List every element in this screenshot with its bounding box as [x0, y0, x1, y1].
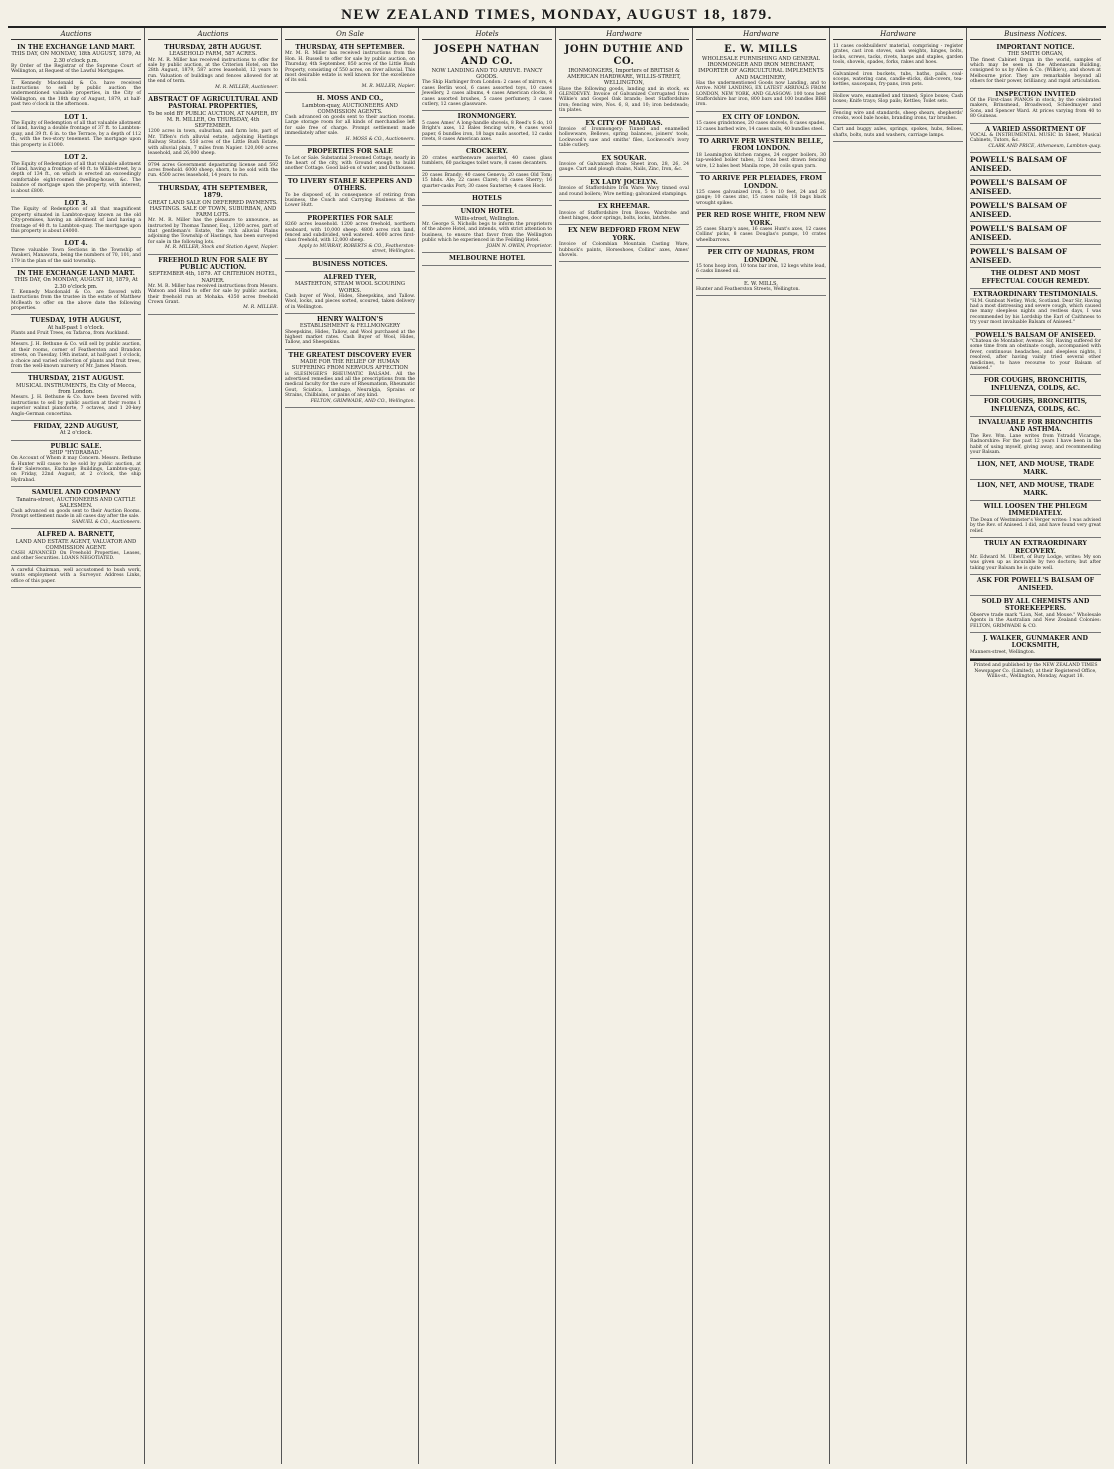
advertisement [559, 201, 689, 225]
advertisement-big: JOSEPH NATHAN AND CO. [434, 44, 540, 67]
advertisement-sign: H. MOSS & CO., Auctioneers. [345, 136, 415, 142]
imprint: Printed and published by the NEW ZEALAND TIMES Newspaper Co. (Limited), at their Registered Office, Willis-st., Wellington, Monday, August 18. [970, 659, 1101, 679]
advertisement-title: IRONMONGERY. [457, 113, 517, 121]
notice-title: SOLD BY ALL CHEMISTS AND STOREKEEPERS. [981, 597, 1090, 613]
column-heading: Auctions [148, 30, 278, 40]
advertisement [11, 315, 141, 340]
advertisement-sub: LAND AND ESTATE AGENT, VALUATOR AND COMMISSION AGENT. [15, 538, 137, 551]
advertisement [11, 566, 141, 588]
advertisement-title: LOT 3. [64, 199, 88, 207]
notice-body: Manners-street, Wellington. [970, 649, 1036, 655]
advertisement-body: Invoice of Colombian Mountain Casting Ware, hubbuck's paints, Horseshoes, Collins' axes, Ames' shovels. [559, 242, 689, 258]
advertisement-title: EX RHEEMAR. [598, 203, 650, 211]
advertisement [559, 153, 689, 177]
column-6 [693, 28, 830, 1464]
advertisement-title: BUSINESS NOTICES. [312, 260, 388, 268]
advertisement-sign: Apply to MURRAY, ROBERTS & CO., Featherston-street, Wellington. [298, 243, 415, 255]
advertisement-sub: MUSICAL INSTRUMENTS, Ex City of Mecca, from London. [15, 382, 137, 396]
advertisement-big: JOHN DUTHIE AND CO. [564, 44, 684, 67]
advertisement-body: Has the undermentioned Goods now Landing, and to Arrive. NOW LANDING, EX LATEST ARRIVALS FROM LONDON, NEW YORK, AND GLASGOW: 100 tons best Staffordshire bar iron, 800 bars and 100 bundles BBH iron. [696, 80, 826, 108]
advertisement-title: THURSDAY, 21ST AUGUST. [27, 375, 125, 383]
advertisement [285, 93, 415, 146]
advertisement-body: The Equity of Redemption of all that magnificent property situated in Lambton-quay known as the old City-premises, having an allotment of land having a frontage of 40 ft. to Lambton-quay. The mortgage upon this property is about £4000. [11, 207, 141, 234]
advertisement [285, 314, 415, 350]
advertisement-title: PROPERTIES FOR SALE [307, 148, 393, 156]
advertisement [285, 272, 415, 314]
advertisement-sub: GREAT LAND SALE ON DEFERRED PAYMENTS. HASTINGS. SALE OF TOWN, SUBURBAN, AND FARM LOTS. [148, 199, 278, 218]
advertisement [285, 146, 415, 176]
advertisement-body: The Ship Harbinger from London: 2 cases of mirrors, 4 cases Berlin wool, 6 cases assorted toys, 10 cases Jewellery, 2 cases albums, 4 cases American clocks, 8 cases assorted brushes, 5 cases perfumery, 3 cases cutlery, 12 cases glassware. [422, 80, 552, 108]
advertisement-body: 25 cases Sharp's axes, 16 cases Hunt's axes, 12 cases Collins' picks, 8 cases Douglas's pumps, 10 crates wheelbarrows. [696, 226, 826, 243]
advertisement [970, 42, 1101, 89]
notice-title: FOR COUGHS, BRONCHITIS, INFLUENZA, COLDS, &C. [983, 398, 1088, 413]
notice-title: LION, NET, AND MOUSE, TRADE MARK. [977, 482, 1094, 497]
advertisement-title: EX LADY JOCELYN. [590, 178, 658, 186]
advertisement [422, 253, 552, 266]
advertisement-body: 11 cases cookbuilders' material, comprising - register grates, cast iron stoves, sash weights, hinges, bolts, locks, screws, tacks, rivets, hasps and staples, garden tools, shovels, spades, forks, rakes and hoes. [833, 44, 963, 66]
advertisement-title: THE GREATEST DISCOVERY EVER [288, 351, 412, 359]
advertisement-sign: M. R. MILLER. [243, 305, 278, 311]
advertisement [11, 340, 141, 373]
advertisement-body: On Account of Whom it may Concern. Messrs. Bethune & Hunter will cause to be sold by public auction, at their Salerooms, Exchange Buildings, Lambton-quay, on Friday, 22nd August, at 2 o'clock, the ship Hydrabad. [11, 456, 141, 483]
notice-body: The Rev. Wm. Lane writes from Ystradd Vicarage, Radnorshire: For the past 12 years I have been in the habit of using myself, giving away, and recommending your Balsam. [970, 433, 1101, 456]
notice-body: Mr. Edward M. Ulbert, of Bury Lodge, writes: My son was given up as incurable by two doctors; but after taking your Balsam he is quite well. [970, 554, 1101, 571]
column-heading: On Sale [285, 30, 415, 40]
advertisement [559, 118, 689, 153]
advertisement-body: Hunter and Featherston Streets, Wellington. [696, 286, 800, 292]
advertisement-title: FRIDAY, 22ND AUGUST, [33, 422, 119, 430]
notice [970, 501, 1101, 538]
columns [8, 28, 1106, 1464]
advertisement [148, 161, 278, 183]
advertisement-title: UNION HOTEL [460, 208, 514, 216]
advertisement-title: TO ARRIVE PER WESTERN BELLE, FROM LONDON. [698, 138, 824, 153]
advertisement-title: H. MOSS AND CO., [316, 95, 384, 103]
advertisement-sub: At 2 o'clock. [59, 430, 93, 437]
advertisement [559, 42, 689, 118]
advertisement-title: TO ARRIVE PER PLEIADES, FROM LONDON. [699, 175, 823, 190]
advertisement-body: 20 crates earthenware assorted, 40 cases glass tumblers, 60 packages toilet ware, 8 cases decanters. [422, 155, 552, 167]
advertisement-body: 9794 acres Government depasturing license and 592 acres freehold. 6000 sheep, shorn, to be sold with the run. 4500 acres leasehold, 14 years to run. [148, 162, 278, 179]
advertisement-body: 1200 acres in town, suburban, and farm lots, part of Mr. Tiffen's rich alluvial estate, adjoining Hastings Railway Station. 550 acres of the Little Bush Estate, with alluvial plain, 7 miles from Napier. 120,000 acres leasehold, and 26,000 sheep. [148, 129, 278, 157]
notice-title: ASK FOR POWELL'S BALSAM OF ANISEED. [976, 577, 1095, 592]
notice-body: Observe trade mark "Lion, Net, and Mouse." Wholesale Agents in the Australian and New Zealand Colonies: FELTON, GRIMWADE & CO. [970, 612, 1101, 629]
notice-title: FOR COUGHS, BRONCHITIS, INFLUENZA, COLDS, &C. [983, 377, 1088, 392]
advertisement-sign: CLARK AND PRICE, Athenaeum, Lambton-quay. [988, 143, 1101, 149]
advertisement-body: By Order of the Registrar of the Supreme Court of Wellington, at Request of the Lawful Mortgagee. [11, 63, 141, 75]
column-4 [419, 28, 556, 1464]
balsam-notice: POWELL'S BALSAM OF ANISEED. [970, 153, 1101, 176]
advertisement [11, 529, 141, 566]
advertisement-title: EX CITY OF LONDON. [722, 113, 800, 121]
advertisement-body: Have the following goods, landing and in stock, ex GLENDEVEY. Invoice of Galvanized Corrugated Iron: Wilkie's and Gospel Oak brands; best Staffordshire iron; fencing wire, Nos. 6, 8, and 10; iron bedsteads; tin plates. [559, 86, 689, 114]
advertisement-body: Of the First-class PIANOS in stock, by the celebrated makers, Brinsmead, Broadwood, Schiedmayer and Sons, and Spencer Ward. At prices varying from 40 to 80 Guineas. [970, 98, 1101, 120]
column-3 [282, 28, 419, 1464]
advertisement-body: Messrs. J. H. Bethune & Co. have been favored with instructions to sell by public auction at their rooms 1 superior walnut pianoforte, 7 octaves, and 1 20-key Anglo-German concertina. [11, 395, 141, 417]
advertisement-sub: MASTERTON, STEAM WOOL SCOURING WORKS. [294, 281, 406, 294]
advertisement [970, 89, 1101, 124]
advertisement [422, 193, 552, 206]
advertisement-body: The Equity of Redemption of all that valuable allotment of land, having a double frontage of 37 ft. to Lambton-quay, and 39 ft. 6 in. to the Terrace, by a depth of 112 ft., with the two-story tenement. The mortgage upon this property is £1000. [11, 121, 141, 148]
advertisement [148, 183, 278, 255]
advertisement [11, 441, 141, 488]
notice-title: INVALUABLE FOR BRONCHITIS AND ASTHMA. [978, 419, 1093, 434]
advertisement-sub: At half-past 1 o'clock. [47, 324, 105, 331]
advertisement-sub: WHOLESALE FURNISHING AND GENERAL IRONMONGER AND IRON MERCHANT, IMPORTER OF AGRICULTURAL IMPLEMENTS AND MACHINERY, [698, 56, 824, 81]
notice-body: "Chateau de Montabor, Avenue. Sir, Having suffered for some time from an obstinate cough, accompanied with fever, continuous headaches, and sleepless nights, I resolved, after having vainly tried several other medicines, to have recourse to your Balsam of Aniseed." [970, 338, 1101, 371]
advertisement-body: 15 tons hoop iron, 10 tons bar iron, 12 kegs white lead, 6 casks linseed oil. [696, 263, 826, 275]
advertisement-title: IN THE EXCHANGE LAND MART. [17, 44, 135, 51]
advertisement [11, 112, 141, 152]
advertisement [696, 112, 826, 136]
advertisement-body: Mr. M. R. Miller has received instructions from Messrs. Watson and Hind to offer for sale by public auction, their freehold run at Mohaka. 4350 acres freehold Crown Grant. [148, 283, 278, 306]
notice-title: TRULY AN EXTRAORDINARY RECOVERY. [984, 540, 1087, 555]
notice [970, 417, 1101, 459]
advertisement [422, 206, 552, 253]
advertisement-title: THURSDAY, 4TH SEPTEMBER, 1879. [158, 184, 268, 200]
advertisement-body: CASH ADVANCED On Freehold Properties, Leases, and other Securities. LOANS NEGOTIATED. [11, 551, 141, 562]
advertisement-body: Invoice of Ironmongery: Tinned and enamelled hollowware, Bellows, spring balances, joiners' tools, Lockwood's saw and smiths' files, Lockwood's ivory table cutlery. [559, 127, 689, 149]
advertisement [833, 42, 963, 70]
advertisement-title: IMPORTANT NOTICE. [996, 44, 1075, 51]
advertisement [696, 173, 826, 210]
advertisement-title: PUBLIC SALE. [50, 442, 102, 450]
advertisement-sub: THE SMITH ORGAN, [1007, 51, 1064, 58]
notice [970, 396, 1101, 417]
advertisement [148, 42, 278, 94]
advertisement [148, 255, 278, 315]
notice-title: J. WALKER, GUNMAKER AND LOCKSMITH, [982, 634, 1089, 650]
advertisement-body: T. Kennedy Macdonald & Co. have received instructions to sell by public auction the undermentioned valuable properties, in the City of Wellington, on the 18th day of August, 1879, at half-past two o'clock in the afternoon. [11, 80, 141, 108]
advertisement [833, 109, 963, 126]
column-2 [145, 28, 282, 1464]
advertisement-body: Cash buyer of Wool, Hides, Sheepskins, and Tallow. Wool, locks, and pieces sorted, scoured, taken delivery of in Wellington. [285, 293, 415, 310]
advertisement-body: Three valuable Town Sections in the Township of Awakeri, Manawatu, being the numbers of 70, 101, and 179 in the plan of the said township. [11, 247, 141, 264]
advertisement-title: ALFRED A. BARNETT, [37, 531, 115, 539]
advertisement [422, 171, 552, 193]
advertisement-title: EX SOUKAR. [601, 154, 647, 162]
advertisement-body: The Equity of Redemption of all that valuable allotment of land, having a frontage of 40 ft. to Willis-street, by a depth of 134 ft., on which is erected an exceedingly comfortable eight-roomed dwelling-house, &c. The balance of mortgage upon the property, with interest, is about £800. [11, 161, 141, 194]
advertisement-body: A careful Chairman, well accustomed to bush work, wants employment with a Surveyor. Address Links, office of this paper. [11, 567, 141, 584]
advertisement [285, 350, 415, 408]
advertisement-body: Mr. M. R. Miller has the pleasure to announce, as instructed by Thomas Tanner, Esq., 1200 acres, part of that gentleman's Estate, the rich alluvial Plains adjoining the Township of Hastings, has been surveyed for sale in the following lots. [148, 218, 278, 245]
advertisement [285, 176, 415, 213]
advertisement-body: Plants and Fruit Trees, ex Tafaroa, from Auckland. [11, 331, 130, 337]
advertisement-sub: Lambton-quay, AUCTIONEERS AND COMMISSION AGENTS. [302, 102, 398, 115]
advertisement-sign: SAMUEL & CO., Auctioneers. [71, 519, 141, 525]
advertisement [559, 177, 689, 201]
advertisement-sub: MADE FOR THE RELIEF OF HUMAN SUFFERING FROM NERVOUS AFFECTION [291, 359, 409, 372]
advertisement-title: IN THE EXCHANGE LAND MART. [17, 270, 135, 277]
column-heading: Business Notices. [970, 30, 1101, 40]
advertisement [285, 42, 415, 93]
column-heading: Hardware [696, 30, 826, 40]
advertisement-sub: SEPTEMBER 4th, 1879. AT CRITERION HOTEL, NAPIER. [148, 271, 278, 284]
balsam-notice: POWELL'S BALSAM OF ANISEED. [970, 245, 1101, 268]
advertisement-body: Sheepskins, Hides, Tallow, and Wool purchased at the highest market rates. Cash Buyer of Wool, Hides, Tallow, and Sheepskins. [285, 329, 415, 346]
advertisement-body: To Let or Sale. Substantial 3-roomed Cottage, nearly in the heart of the city, with Ground enough to build another Cottage. Good laid-on of water, and Outhouses. [285, 155, 415, 172]
advertisement [559, 225, 689, 262]
column-heading: Auctions [11, 30, 141, 40]
masthead: NEW ZEALAND TIMES, MONDAY, AUGUST 18, 1879. [8, 6, 1106, 28]
advertisement [696, 136, 826, 173]
column-7 [830, 28, 967, 1464]
advertisement [833, 92, 963, 109]
advertisement [422, 42, 552, 111]
advertisement-sub: SHIP "HYDRABAD." [49, 449, 103, 456]
advertisement [11, 152, 141, 198]
advertisement-title: SAMUEL AND COMPANY [31, 489, 121, 497]
advertisement-sub: IRONMONGERS, Importers of BRITISH & AMERICAN HARDWARE, WILLIS-STREET, WELLINGTON, [567, 68, 681, 87]
advertisement-title: CROCKERY. [466, 148, 508, 156]
advertisement-sub: ESTABLISHMENT & FELLMONGERY [299, 323, 401, 330]
advertisement-title: LOT 2. [64, 154, 88, 162]
advertisement-body: To be disposed of, in consequence of retiring from business, the Coach and Carrying Business at the Lower Hutt. [285, 192, 415, 209]
advertisement-body: Mr. M. R. Miller has received instructions to offer for sale by public auction, at the Criterion Hotel, on the 28th August, 1879, 587 acres leasehold, 12 years to run. Valuation of buildings and fences allowed for at the end of term. [148, 57, 278, 85]
advertisement-title: MELBOURNE HOTEL [449, 254, 525, 262]
advertisement [285, 259, 415, 272]
advertisement-title: TUESDAY, 19TH AUGUST, [30, 317, 122, 325]
notice-title: LION, NET, AND MOUSE, TRADE MARK. [977, 461, 1094, 476]
notice [970, 596, 1101, 633]
advertisement-body: Hollow ware, enamelled and tinned; Spice boxes; Cash boxes; Knife trays; Slop pails; Kettles; Toilet sets. [833, 93, 963, 105]
notice [970, 633, 1101, 659]
advertisement [696, 42, 826, 112]
advertisement-body: 5 cases Ames' A long-handle shovels, 8 Reed's S do, 10 Bright's axes, 12 Bales fencing wire, 4 cases wool paper, 6 bundles iron, 18 bags nails assorted, 12 casks rivets, 8 cases American axes. [422, 120, 552, 143]
advertisement-title: ALFRED TYER, [323, 274, 377, 281]
advertisement-body: Fencing wire and standards, sheep shears, shepherds' crooks, wool bale hooks, branding irons, tar brushes. [833, 110, 963, 122]
notice [970, 480, 1101, 501]
advertisement [422, 111, 552, 146]
notice-title: POWELL'S BALSAM OF ANISEED. [975, 331, 1096, 339]
notice-body: The Dean of Westminster's Verger writes: I was advised by the Rev. of Aniseed. I did, and have found very great relief. [970, 517, 1101, 534]
advertisement-sign: M. R. MILLER, Stock and Station Agent, Napier. [165, 245, 278, 251]
advertisement-title: LOT 4. [64, 240, 88, 248]
advertisement [696, 279, 826, 297]
advertisement-sign: M. R. MILLER, Napier. [361, 83, 415, 89]
advertisement [970, 124, 1101, 154]
advertisement-sub: LEASEHOLD FARM, 587 ACRES. [169, 51, 257, 58]
advertisement-title: EX CITY OF MADRAS. [585, 119, 663, 127]
advertisement [285, 213, 415, 259]
advertisement [833, 70, 963, 92]
advertisement [422, 146, 552, 170]
advertisement-body: Mr. M. R. Miller has received instructions from the Hon. H. Russell to offer for sale by public auction, on Thursday, 4th September, 850 acres of the Little Bush Property, consisting of 550 acres, on river alluvial. This most desirable estate is well known for the excellence of its soil. [285, 51, 415, 84]
advertisement-big: E. W. MILLS [724, 44, 798, 55]
advertisement-title: ABSTRACT OF AGRICULTURAL AND PASTORAL PROPERTIES, [148, 96, 278, 111]
advertisement-body: 20 cases Brandy; 40 cases Geneva; 20 cases Old Tom; 15 hhds. Ale; 22 cases Claret; 10 cases Sherry; 16 quarter-casks Port; 30 cases Sauterne; 4 cases Hock. [422, 172, 552, 189]
advertisement [833, 125, 963, 142]
advertisement [11, 421, 141, 441]
advertisement-title: EX NEW BEDFORD FROM NEW YORK. [567, 227, 681, 242]
advertisement-title: INSPECTION INVITED [995, 90, 1076, 98]
advertisement-title: THURSDAY, 28TH AUGUST. [164, 44, 262, 51]
advertisement [11, 42, 141, 79]
balsam-notice: POWELL'S BALSAM OF ANISEED. [970, 176, 1101, 199]
notice-body: "H.M. Gunboat Netley, Wick, Scotland. Dear Sir, Having had a most distressing and severe cough, which caused me many sleepless nights and restless days, I was recommended by his Lordship the Earl of Caithness to try your most invaluable Balsam of Aniseed." [970, 298, 1101, 326]
notice [970, 330, 1101, 376]
notice [970, 289, 1101, 329]
advertisement-body: Cash advanced on goods sent to their auction rooms. Large storage room for all kinds of merchandise left for sale free of charge. Prompt settlement made immediately after sale. [285, 115, 415, 137]
notice-title: EXTRAORDINARY TESTIMONIALS. [973, 291, 1098, 299]
advertisement-sub: THIS DAY, On MONDAY, AUGUST 18, 1879, At 2.30 o'clock pm. [14, 277, 138, 290]
advertisement-sub: NOW LANDING AND TO ARRIVE. FANCY GOODS. [431, 68, 543, 81]
advertisement-title: A VARIED ASSORTMENT OF [985, 125, 1086, 133]
advertisement-sub: To be sold BY PUBLIC AUCTION, AT NAPIER, BY M. R. MILLER, On THURSDAY, 4th SEPTEMBER. [148, 110, 278, 130]
column-heading: Hardware [833, 30, 963, 40]
balsam-notice: POWELL'S BALSAM OF ANISEED. [970, 199, 1101, 222]
notice-title: THE OLDEST AND MOST EFFECTUAL COUGH REMEDY. [981, 270, 1090, 285]
advertisement [11, 79, 141, 112]
notice [970, 268, 1101, 289]
notice [970, 575, 1101, 596]
balsam-notice: POWELL'S BALSAM OF ANISEED. [970, 222, 1101, 245]
advertisement [696, 210, 826, 247]
advertisement-body: Cash advanced on goods sent to their Auction Rooms. Prompt settlement made in all cases day after the sale. [11, 508, 141, 520]
column-heading: Hotels [422, 30, 552, 40]
advertisement-title: PROPERTIES FOR SALE [307, 214, 393, 222]
notice [970, 459, 1101, 480]
advertisement-body: is SLESINGER'S RHEUMATIC BALSAM. All the advertised remedies and all the prescriptions from the medical faculty for the cure of Rheumatism, Rheumatic Gout, Sciatica, Lumbago, Neuralgia, Sprains or Strains, Chilblains, or pains of any kind. [285, 371, 415, 399]
advertisement-body: Cart and buggy axles, springs, spokes, hubs, felloes, shafts, bolts, nuts and washers, carriage lamps. [833, 127, 963, 138]
advertisement-body: VOCAL & INSTRUMENTAL MUSIC In Sheet, Musical Cabinets, Tutors, &c. [970, 133, 1101, 144]
advertisement-title: THURSDAY, 4TH SEPTEMBER. [295, 44, 405, 51]
advertisement-title: FREEHOLD RUN FOR SALE BY PUBLIC AUCTION. [158, 256, 268, 271]
advertisement [11, 373, 141, 420]
notice [970, 538, 1101, 575]
advertisement-sub: THIS DAY, ON MONDAY, 18th AUGUST, 1879, At 2.30 o'clock p.m. [11, 51, 141, 64]
advertisement [11, 268, 141, 315]
advertisement-body: Invoice of Galvanized Iron: Sheet iron, 28, 26, 24 gauge. Cart and plough chains, Nails, Zinc, Iron, &c. [559, 162, 689, 173]
advertisement-sign: FELTON, GRIMWADE, AND CO., Wellington. [310, 398, 415, 404]
advertisement-title: LOT 1. [64, 113, 88, 121]
advertisement [148, 94, 278, 160]
advertisement-title: PER CITY OF MADRAS, FROM LONDON. [707, 249, 815, 264]
column-1 [8, 28, 145, 1464]
advertisement-title: HENRY WALTON'S [316, 316, 384, 324]
advertisement [696, 247, 826, 279]
advertisement [11, 487, 141, 529]
column-8 [967, 28, 1104, 1464]
column-5 [556, 28, 693, 1464]
advertisement-sub: Tanaira-street, AUCTIONEERS AND CATTLE SALESMEN. [16, 496, 136, 509]
advertisement [11, 198, 141, 238]
advertisement-sub: E. W. MILLS, [743, 280, 779, 287]
advertisement-body: 8260 acres leasehold. 1200 acres freehold, northern seaboard, with 10,000 sheep. 4800 acres rich land, fenced and subdivided, well watered. 4000 acres first-class freehold, with 12,000 sheep. [285, 222, 415, 244]
advertisement-title: TO LIVERY STABLE KEEPERS AND OTHERS. [287, 177, 413, 193]
advertisement-body: 18 Leamington kitchen ranges, 24 copper boilers, 30 tap-welded boiler tubes, 12 tons best drawn fencing wire, 12 bales best Manila rope, 20 coils spun yarn. [696, 152, 826, 169]
advertisement-body: 125 cases galvanized iron, 5 to 10 feet, 24 and 26 gauge; 10 cases zinc, 15 cases nails; 18 bags black wrought spikes. [696, 189, 826, 206]
notice-title: WILL LOOSEN THE PHLEGM IMMEDIATELY. [983, 503, 1088, 518]
column-heading: Hardware [559, 30, 689, 40]
advertisement-body: Messrs. J. H. Bethune & Co. will sell by public auction, at their rooms, corner of Featherston and Brandon streets, on Tuesday, 19th instant, at half-past 1 o'clock, a choice and varied collection of plants and fruit trees, from the well-known nursery of Mr. James Mason. [11, 342, 141, 370]
advertisement [11, 238, 141, 268]
advertisement-title: HOTELS [472, 194, 502, 202]
advertisement-body: Invoice of Staffordshire Iron Boxes: Wardrobe and chest hinges, door springs, bolts, locks, latches. [559, 210, 689, 221]
advertisement-body: Galvanized iron buckets, tubs, baths, pails, coal-scoops, watering cans, candle-sticks, dish-covers, tea-kettles, saucepans, fry-pans, iron pots. [833, 71, 963, 88]
notice [970, 375, 1101, 396]
advertisement-sign: JOHN N. OWEN, Proprietor. [486, 243, 552, 249]
advertisement-sign: M. R. MILLER, Auctioneer. [215, 84, 278, 90]
advertisement-body: 15 cases grindstones, 20 cases shovels, 8 cases spades, 12 cases barbed wire, 14 cases nails, 40 bundles steel. [696, 121, 826, 132]
advertisement-body: T. Kennedy Macdonald & Co. are favored with instructions from the trustee in the estate of Matthew McBeath to offer on the above date the following properties. [11, 289, 141, 312]
advertisement-sub: Willis-street, Wellington. [454, 215, 520, 222]
advertisement-body: Mr. George S. Nicholls begs to inform the proprietors of the above Hotel, and intends, with strict attention to business, to ensure that favor from the Wellington public which he experienced in the Feilding Hotel. [422, 221, 552, 244]
advertisement-title: PER RED ROSE WHITE, FROM NEW YORK. [696, 212, 826, 227]
advertisement-body: Invoice of Staffordshire Iron Ware: Wavy tinned oval and round boilers; Wire netting; galvanized stampings. [559, 186, 689, 197]
advertisement-body: The finest Cabinet Organ in the world, samples of which may be seen in the Athenaeum Building, consigned to us by Allen & Co. (Wilkie's), and shown at Melbourne prior. They are remarkable beyond all others for their power, brilliancy, and rapid articulation. [970, 57, 1101, 85]
